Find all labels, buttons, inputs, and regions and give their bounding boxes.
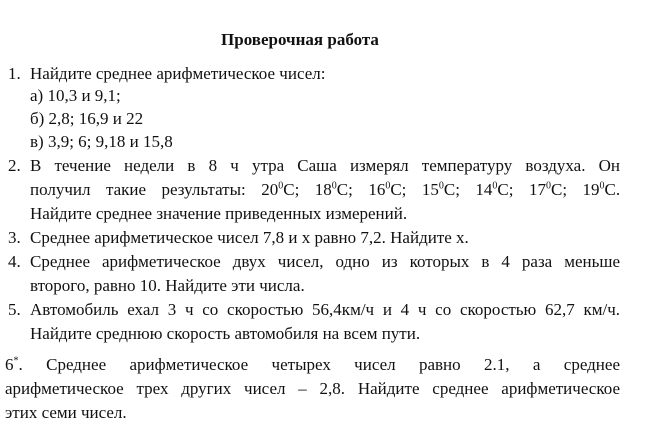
question-text: этих семи чисел. [5,403,127,422]
temperature-results [30,179,620,201]
star-mark: * [13,355,19,367]
question-text: Автомобиль ехал 3 ч со скоростью 56,4км/ч и 4 ч со скоростью 62,7 км/ч. [30,300,620,319]
temp-value: $14^0C$; [475,180,514,199]
question-text-rest: . Среднее арифметическое четырех чисел равно 2.1, а среднее [18,355,620,374]
question-text: Найдите среднее значение приведенных измерений. [30,204,408,223]
results-prefix: получил такие результаты: [30,180,246,199]
question-text: Среднее арифметическое двух чисел, одно из которых в 4 раза меньше [30,252,620,271]
item-text: а) 10,3 и 9,1; [30,86,121,105]
question-number: 4. [8,252,21,271]
question-text [5,354,620,376]
question-text: арифметическое трех других чисел – 2,8. Найдите среднее арифметическое [5,379,620,398]
question-text: В течение недели в 8 ч утра Саша измерял температуру воздуха. Он [30,156,620,175]
question-number: 2. [8,156,21,175]
question-number: 5. [8,300,21,319]
question-number: 6 [5,355,14,374]
question-text: Среднее арифметическое чисел 7,8 и x равно 7,2. Найдите x. [30,228,469,247]
question-text: второго, равно 10. Найдите эти числа. [30,276,305,295]
question-text: Найдите среднее арифметическое чисел: [30,64,326,83]
temp-value: $18^0C$; [314,180,353,199]
question-number: 3. [8,228,21,247]
item-text: в) 3,9; 6; 9,18 и 15,8 [30,132,173,151]
page-title: Проверочная работа [221,30,379,49]
temp-value: $20^0C$; [261,180,300,199]
item-text: б) 2,8; 16,9 и 22 [30,109,144,128]
question-text: Найдите среднюю скорость автомобиля на всем пути. [30,324,421,343]
temp-value: $16^0C$; [368,180,407,199]
temp-value: $17^0C$; [528,180,568,199]
temp-value: $19^0C$. [582,180,621,199]
temp-value: $15^0C$; [421,180,460,199]
question-number: 1. [8,64,21,83]
